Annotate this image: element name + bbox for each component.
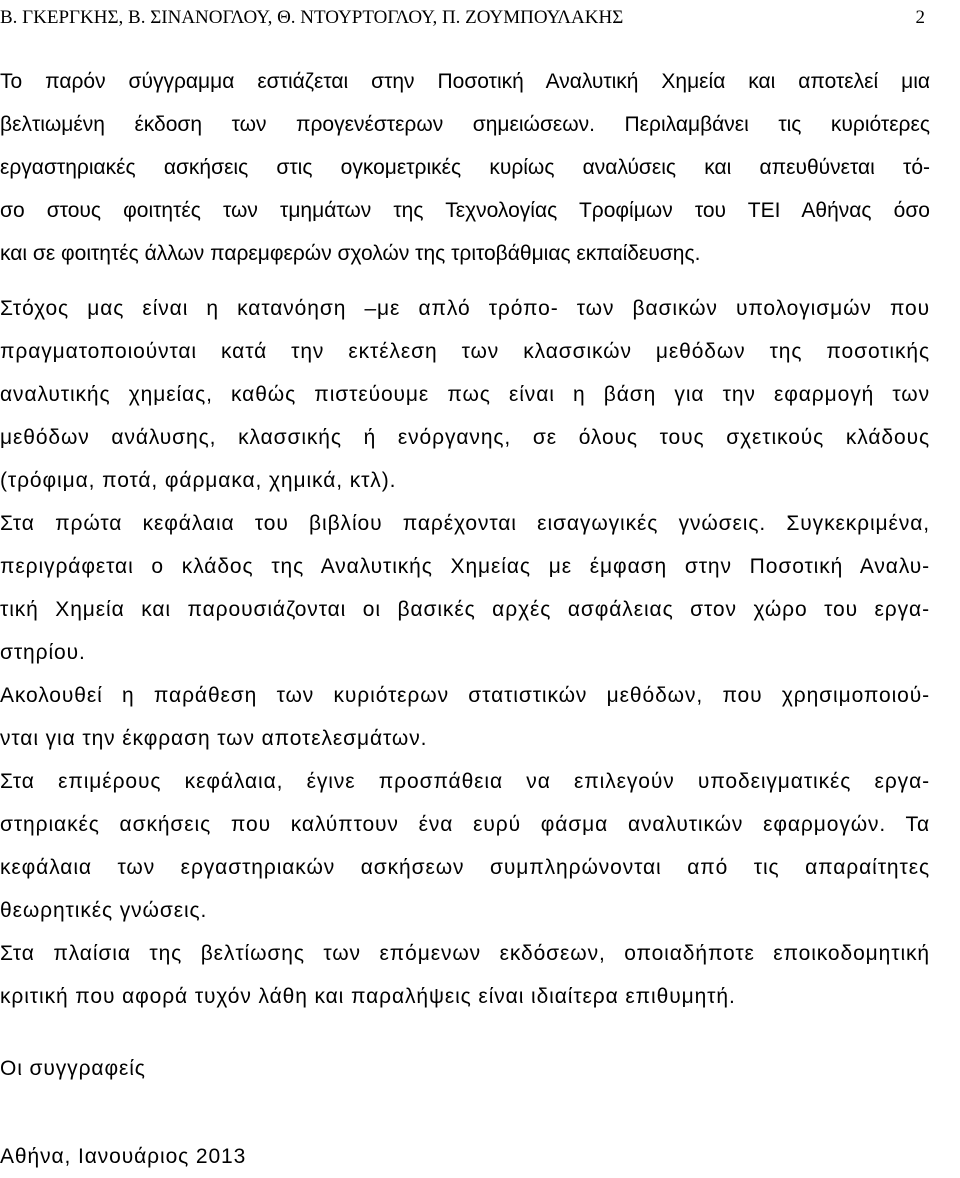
text-line: μεθόδων ανάλυσης, κλασσικής ή ενόργανης, σε όλους τους σχετικούς κλάδους [0, 426, 930, 449]
place-date [0, 1135, 246, 1178]
text-line: Στα πλαίσια της βελτίωσης των επόμενων εκδόσεων, οποιαδήποτε εποικοδομητική [0, 942, 930, 965]
text-line: νται για την έκφραση των αποτελεσμάτων. [0, 727, 428, 750]
text-line: κριτική που αφορά τυχόν λάθη και παραλήψεις είναι ιδιαίτερα επιθυμητή. [0, 985, 736, 1008]
text-line: Ακολουθεί η παράθεση των κυριότερων στατιστικών μεθόδων, που χρησιμοποιού- [0, 684, 930, 707]
text-line: Στα πρώτα κεφάλαια του βιβλίου παρέχονται εισαγωγικές γνώσεις. Συγκεκριμένα, [0, 512, 930, 535]
text-line: και σε φοιτητές άλλων παρεμφερών σχολών της τριτοβάθμιας εκπαίδευσης. [0, 242, 701, 265]
text-line: στηριακές ασκήσεις που καλύπτουν ένα ευρύ φάσμα αναλυτικών εφαρμογών. Τα [0, 813, 930, 836]
preface-paragraph-1 [0, 60, 930, 275]
text-line: κεφάλαια των εργαστηριακών ασκήσεων συμπληρώνονται από τις απαραίτητες [0, 856, 930, 879]
place-date-text: Αθήνα, Ιανουάριος 2013 [0, 1145, 247, 1168]
header-authors: Β. ΓΚΕΡΓΚΗΣ, Β. ΣΙΝΑΝΟΓΛΟΥ, Θ. ΝΤΟΥΡΤΟΓΛΟΥ, Π. ΖΟΥΜΠΟΥΛΑΚΗΣ [0, 7, 624, 28]
signature [0, 1047, 146, 1090]
text-line: θεωρητικές γνώσεις. [0, 899, 208, 922]
text-line: εργαστηριακές ασκήσεις στις ογκομετρικές κυρίως αναλύσεις και απευθύνεται τό- [0, 156, 930, 179]
text-line: (τρόφιμα, ποτά, φάρμακα, χημικά, κτλ). [0, 469, 397, 492]
text-line: Στα επιμέρους κεφάλαια, έγινε προσπάθεια να επιλεγούν υποδειγματικές εργα- [0, 770, 930, 793]
text-line: πραγματοποιούνται κατά την εκτέλεση των κλασσικών μεθόδων της ποσοτικής [0, 340, 930, 363]
signature-text: Οι συγγραφείς [0, 1057, 146, 1080]
running-header [0, 0, 930, 36]
text-line: στηρίου. [0, 641, 86, 664]
text-line: Το παρόν σύγγραμμα εστιάζεται στην Ποσοτική Αναλυτική Χημεία και αποτελεί μια [0, 70, 930, 93]
text-line: περιγράφεται ο κλάδος της Αναλυτικής Χημείας με έμφαση στην Ποσοτική Αναλυ- [0, 555, 930, 578]
preface-paragraph-2 [0, 287, 930, 1018]
text-line: Στόχος μας είναι η κατανόηση –με απλό τρόπο- των βασικών υπολογισμών που [0, 297, 930, 320]
text-line: τική Χημεία και παρουσιάζονται οι βασικές αρχές ασφάλειας στον χώρο του εργα- [0, 598, 930, 621]
page-number: 2 [915, 7, 925, 28]
text-line: σο στους φοιτητές των τμημάτων της Τεχνολογίας Τροφίμων του ΤΕΙ Αθήνας όσο [0, 199, 930, 222]
text-line: βελτιωμένη έκδοση των προγενέστερων σημειώσεων. Περιλαμβάνει τις κυριότερες [0, 113, 930, 136]
text-line: αναλυτικής χημείας, καθώς πιστεύουμε πως είναι η βάση για την εφαρμογή των [0, 383, 930, 406]
